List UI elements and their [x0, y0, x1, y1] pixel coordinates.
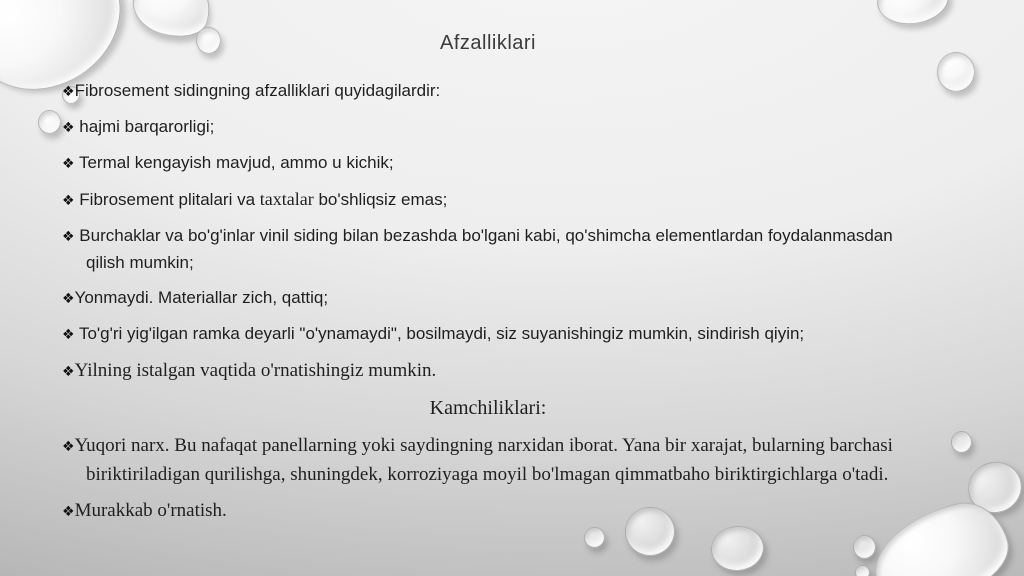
diamond-bullet-icon: ❖: [62, 84, 75, 100]
bullet-text: hajmi barqarorligi;: [74, 117, 215, 136]
water-droplet-icon: [38, 110, 61, 134]
diamond-bullet-icon: ❖: [62, 156, 75, 172]
water-droplet-icon: [855, 565, 870, 576]
bullet-text: Yuqori narx. Bu nafaqat panellarning yoki saydingning narxidan iborat. Yana bir xarajat, bularning barchasi biriktiriladigan qurilishga, shuningdek, korroziyaga moyil bo'lmagan qimmatbaho biriktirgichlarga o'tadi.: [74, 435, 898, 485]
bullet-item: [62, 432, 914, 488]
bullet-text: Yonmaydi. Materiallar zich, qattiq;: [74, 288, 329, 307]
water-droplet-icon: [853, 535, 876, 559]
advantages-list: [62, 78, 914, 386]
diamond-bullet-icon: ❖: [62, 229, 75, 245]
bullet-item: [62, 78, 914, 105]
bullet-item: [62, 223, 914, 276]
bullet-item: [62, 186, 914, 214]
diamond-bullet-icon: ❖: [62, 504, 75, 520]
bullet-text: Fibrosement plitalari va: [74, 190, 260, 209]
bullet-item: [62, 285, 914, 312]
water-droplet-icon: [951, 431, 972, 453]
bullet-item: [62, 150, 914, 177]
bullet-text: To'g'ri yig'ilgan ramka deyarli "o'ynamaydi", bosilmaydi, siz suyanishingiz mumkin, sindirish qiyin;: [74, 324, 805, 343]
slide-title: Afzalliklari: [439, 32, 537, 54]
diamond-bullet-icon: ❖: [62, 291, 75, 307]
diamond-bullet-icon: ❖: [62, 364, 75, 380]
bullet-item: [62, 497, 914, 526]
bullet-item: [62, 321, 914, 348]
water-droplet-icon: [937, 52, 975, 92]
bullet-text: Fibrosement sidingning afzalliklari quyidagilardir:: [74, 81, 441, 100]
bullet-text: Murakkab o'rnatish.: [74, 500, 227, 521]
bullet-text: Burchaklar va bo'g'inlar vinil siding bilan bezashda bo'lgani kabi, qo'shimcha elementlardan foydalanmasdan qilish mumkin;: [74, 226, 898, 272]
bullet-item: [62, 114, 914, 141]
diamond-bullet-icon: ❖: [62, 193, 75, 209]
bullet-text: Termal kengayish mavjud, ammo u kichik;: [74, 153, 394, 172]
bullet-text: Yilning istalgan vaqtida o'rnatishingiz mumkin.: [74, 360, 437, 381]
disadvantages-list: [62, 432, 914, 526]
water-droplet-icon: [874, 0, 952, 29]
bullet-text: taxtalar: [259, 189, 314, 209]
diamond-bullet-icon: ❖: [62, 120, 75, 136]
diamond-bullet-icon: ❖: [62, 327, 75, 343]
bullet-item: [62, 357, 914, 386]
slide-content: [62, 30, 914, 535]
bullet-text: bo'shliqsiz emas;: [313, 190, 448, 209]
diamond-bullet-icon: ❖: [62, 439, 75, 455]
section-heading: Kamchiliklari:: [429, 397, 547, 419]
